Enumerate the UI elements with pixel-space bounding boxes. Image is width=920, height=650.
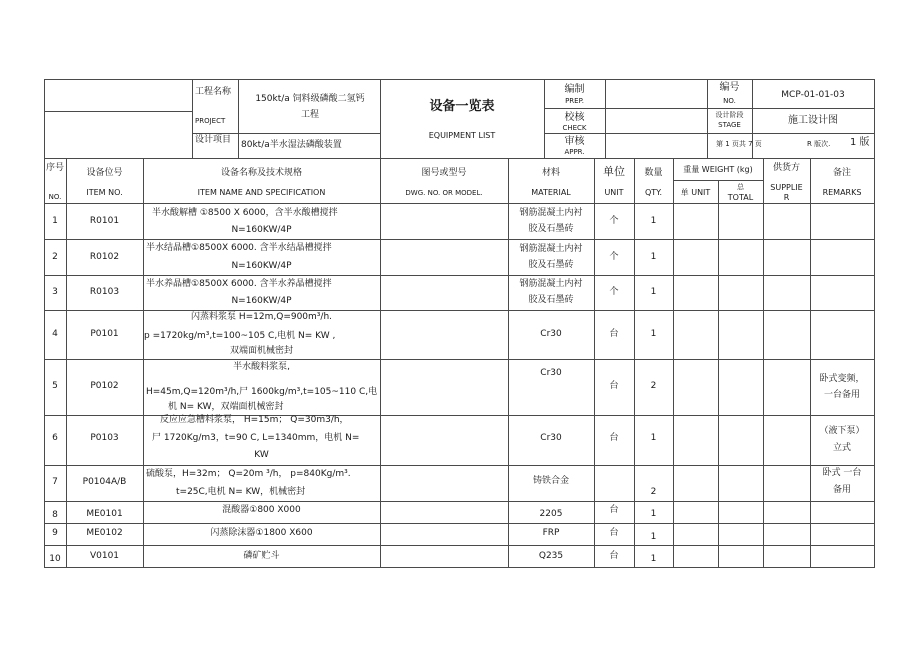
rule-row: [44, 465, 875, 466]
rule-top: [44, 79, 875, 80]
table-row-spec: H=45m,Q=120m³/h,尸 1600kg/m³,t=105~110 C,电: [146, 387, 378, 397]
rule-row: [44, 203, 875, 204]
table-row-material: 胶及石墨砖: [528, 260, 574, 270]
col-weight-total-label-en: TOTAL: [727, 193, 754, 202]
table-row-material: 2205: [539, 509, 563, 519]
project-label-en: PROJECT: [195, 117, 226, 125]
rule-row: [44, 523, 875, 524]
table-row-unit: 台: [609, 551, 619, 561]
appr-label: 审核: [564, 136, 585, 147]
project-name-line1: 150kt/a 饲料级磷酸二氢钙: [255, 94, 365, 104]
col-weight-total-label: 总: [737, 183, 744, 191]
appr-label-en: APPR.: [564, 148, 585, 156]
table-row-material: 钢筋混凝土内衬: [519, 244, 583, 254]
page-title-en: EQUIPMENT LIST: [428, 131, 496, 140]
col-qty-label-en: QTY.: [645, 188, 662, 197]
col-weight-unit-label: 单 UNIT: [680, 188, 711, 197]
doc-no-label: 编号: [719, 82, 740, 93]
rule-bottom: [44, 567, 875, 568]
col-supplier-label-en: SUPPLIE: [770, 183, 803, 192]
rule-row: [44, 359, 875, 360]
table-row-qty: 1: [650, 532, 657, 542]
project-name-line2: 工程: [300, 110, 319, 120]
table-row-spec: 机 N= KW，双端面机械密封: [168, 402, 284, 412]
rule-col: [673, 158, 674, 568]
table-row-material: 铸铁合金: [532, 476, 569, 486]
col-item-label: 设备位号: [86, 168, 123, 178]
col-dwg-label-en: DWG. NO. OR MODEL.: [405, 189, 483, 197]
design-item-name: 80kt/a半水湿法磷酸装置: [241, 140, 342, 150]
table-row-unit: 个: [609, 216, 619, 226]
col-name-label: 设备名称及技术规格: [220, 168, 302, 178]
table-row-spec: 闪蒸除沫器①1800 X600: [210, 528, 313, 538]
table-row-spec: 半水结晶槽①8500X 6000. 含半水结晶槽搅拌: [146, 243, 332, 253]
rule-col: [718, 180, 719, 568]
table-row-no: 7: [52, 477, 58, 487]
table-row-spec: p =1720kg/m³,t=100~105 C,电机 N= KW ,: [144, 331, 336, 341]
rule-row: [44, 310, 875, 311]
table-row-spec: 半水酸解槽 ①8500 X 6000，含半水酸槽搅拌: [152, 208, 338, 218]
table-row-material: 钢筋混凝土内衬: [519, 279, 583, 289]
stage-value: 施工设计图: [788, 115, 838, 126]
equipment-list-sheet: [44, 79, 875, 568]
table-row-item: P0102: [90, 381, 119, 391]
table-row-no: 3: [52, 287, 58, 297]
doc-no-label-en: NO.: [723, 97, 736, 105]
table-row-spec: 尸 1720Kg/m3，t=90 C, L=1340mm，电机 N=: [152, 433, 360, 443]
rule-col: [380, 158, 381, 568]
table-row-spec: N=160KW/4P: [231, 225, 292, 235]
table-row-qty: 1: [650, 554, 657, 564]
col-dwg-label: 图号或型号: [421, 168, 467, 178]
table-row-material: 胶及石墨砖: [528, 224, 574, 234]
table-row-item: R0103: [89, 287, 120, 297]
table-row-remarks: 备用: [832, 485, 851, 495]
col-material-label: 材料: [541, 168, 560, 178]
table-row-no: 10: [49, 554, 61, 564]
table-row-item: R0102: [89, 252, 120, 262]
table-row-spec: 磷矿贮斗: [243, 551, 280, 561]
col-seq-label: 序号: [45, 163, 64, 173]
col-item-label-en: ITEM NO.: [86, 188, 123, 197]
table-row-remarks: 一台备用: [823, 390, 860, 400]
doc-no-value: MCP-01-01-03: [781, 90, 845, 100]
stage-label: 设计阶段: [715, 111, 744, 119]
table-row-material: FRP: [542, 528, 560, 538]
col-remarks-label: 备注: [832, 168, 851, 178]
rule-header-mid: [44, 111, 192, 112]
table-row-material: Q235: [538, 551, 564, 561]
prep-label: 编制: [564, 84, 585, 95]
table-row-qty: 1: [650, 216, 657, 226]
table-row-no: 2: [52, 252, 58, 262]
table-row-item: P0103: [90, 433, 119, 443]
table-row-qty: 1: [650, 252, 657, 262]
rule-row: [44, 545, 875, 546]
table-row-item: P0101: [90, 329, 119, 339]
col-name-label-en: ITEM NAME AND SPECIFICATION: [197, 188, 326, 197]
design-item-label: 设计项目: [195, 135, 232, 145]
table-row-item: R0101: [89, 216, 120, 226]
col-remarks-label-en: REMARKS: [822, 188, 862, 197]
table-row-no: 1: [52, 216, 58, 226]
table-row-unit: 台: [609, 505, 619, 515]
table-row-spec: 反应应急槽料浆泵， H=15m； Q=30m3/h，: [160, 415, 349, 425]
table-row-qty: 1: [650, 433, 657, 443]
col-seq-label-en: NO.: [48, 193, 62, 201]
rule-header-mid: [544, 133, 707, 134]
table-row-material: Cr30: [540, 329, 562, 339]
table-row-item: V0101: [89, 551, 120, 561]
table-row-spec: 混酸器①800 X000: [222, 505, 301, 515]
table-row-no: 4: [52, 329, 58, 339]
prep-label-en: PREP.: [565, 97, 584, 105]
rule-col: [380, 79, 381, 158]
table-row-qty: 1: [650, 509, 657, 519]
col-material-label-en: MATERIAL: [531, 188, 571, 197]
table-row-spec: 硫酸泵，H=32m； Q=20m ³/h， p=840Kg/m³.: [146, 469, 351, 479]
rule-col: [238, 79, 239, 158]
rule-col: [810, 158, 811, 568]
rule-header-mid: [544, 108, 875, 109]
rule-columns-top: [44, 158, 875, 159]
rule-row: [44, 275, 875, 276]
check-label: 校核: [564, 112, 585, 123]
table-row-remarks: 卧式变频，: [819, 374, 865, 384]
rule-col: [508, 158, 509, 568]
table-row-spec: 双端面机械密封: [230, 346, 294, 356]
rule-row: [44, 239, 875, 240]
project-label: 工程名称: [195, 87, 232, 97]
rule-col: [605, 79, 606, 158]
stage-label-en: STAGE: [718, 121, 741, 129]
table-row-unit: 台: [609, 433, 619, 443]
table-row-spec: 半水酸料浆泵,: [233, 362, 290, 372]
table-row-material: 钢筋混凝土内衬: [519, 208, 583, 218]
table-row-qty: 1: [650, 287, 657, 297]
table-row-unit: 台: [609, 381, 619, 391]
table-row-remarks: 卧式 一台: [822, 468, 862, 478]
table-row-item: ME0102: [86, 528, 123, 538]
table-row-unit: 个: [609, 287, 619, 297]
table-row-qty: 1: [650, 329, 657, 339]
col-supplier-label-en-2: R: [783, 193, 790, 202]
table-row-remarks: 立式: [832, 443, 851, 453]
table-row-no: 9: [52, 528, 58, 538]
table-row-spec: 半水养晶槽①8500X 6000. 含半水养晶槽搅拌: [146, 279, 332, 289]
page-title: 设备一览表: [429, 99, 495, 114]
table-row-spec: KW: [254, 450, 269, 460]
table-row-spec: N=160KW/4P: [231, 261, 292, 271]
col-qty-label: 数量: [644, 168, 663, 178]
rule-col: [763, 158, 764, 568]
table-row-no: 6: [52, 433, 58, 443]
table-row-material: Cr30: [540, 368, 562, 378]
col-unit-label: 单位: [603, 165, 625, 178]
table-row-item: P0104A/B: [82, 477, 127, 487]
col-weight-label: 重量 WEIGHT (kg): [683, 165, 753, 174]
rule-left: [44, 79, 45, 568]
table-row-spec: N=160KW/4P: [231, 296, 292, 306]
rule-col: [192, 79, 193, 158]
table-row-qty: 2: [650, 487, 657, 497]
table-row-qty: 2: [650, 381, 657, 391]
table-row-remarks: （液下泵）: [819, 426, 865, 436]
table-row-unit: 个: [609, 252, 619, 262]
page-info: 第 1 页共 7 页: [716, 140, 762, 148]
rule-right: [874, 79, 875, 568]
revision-label: R 版次.: [807, 140, 831, 148]
table-row-unit: 台: [609, 329, 619, 339]
table-row-no: 8: [52, 510, 58, 520]
col-supplier-label: 供货方: [772, 163, 800, 173]
check-label-en: CHECK: [562, 124, 587, 132]
col-unit-label-en: UNIT: [604, 188, 624, 197]
table-row-item: ME0101: [86, 509, 123, 519]
table-row-no: 5: [52, 381, 58, 391]
rule-row: [44, 501, 875, 502]
table-row-spec: t=25C,电机 N= KW，机械密封: [176, 487, 306, 497]
table-row-spec: 闪蒸料浆泵 H=12m,Q=900m³/h.: [190, 312, 333, 322]
revision-value: 1 版: [850, 137, 870, 148]
table-row-material: Cr30: [540, 433, 562, 443]
rule-header-mid: [707, 133, 875, 134]
table-row-unit: 台: [609, 528, 619, 538]
table-row-material: 胶及石墨砖: [528, 295, 574, 305]
